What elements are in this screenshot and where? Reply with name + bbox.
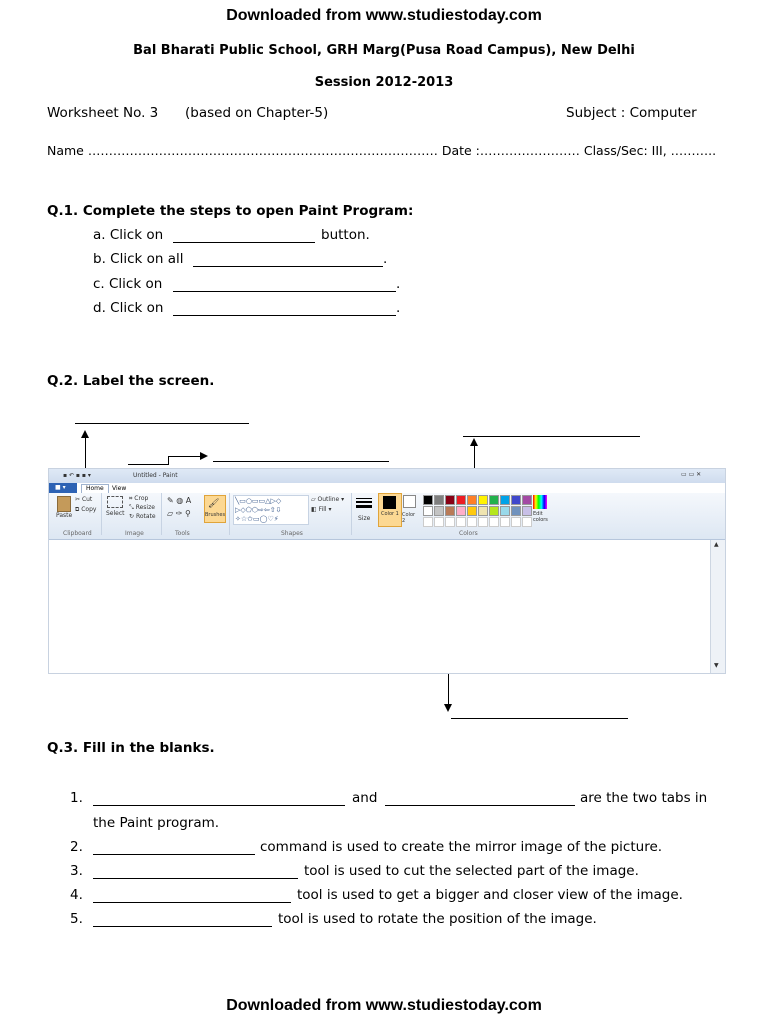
paint-ribbon [49,493,725,540]
school-name: Bal Bharati Public School, GRH Marg(Pusa Road Campus), New Delhi [133,43,635,58]
blank-line[interactable] [93,926,272,927]
palette-swatch[interactable] [478,495,488,505]
blank-line[interactable] [173,291,396,292]
pencil-fill-text-icons[interactable]: ✎ ◍ A [167,496,192,505]
worksheet-number: Worksheet No. 3 [47,105,159,121]
label-blank-canvas[interactable] [451,718,628,719]
label-blank-file-button[interactable] [75,423,249,424]
colors-group-label: Colors [459,530,478,537]
file-menu-icon: ■ ▾ [55,484,66,491]
custom-color-slot[interactable] [500,517,510,527]
palette-swatch[interactable] [489,506,499,516]
shapes-row-1: ╲▭○▭▭△▷◇ [235,497,282,505]
paint-title-bar [49,469,725,483]
image-group-label: Image [125,530,144,537]
clipboard-group-label: Clipboard [63,530,92,537]
q3-item-4-number: 4. [70,887,83,903]
color2-swatch[interactable] [403,495,416,508]
q3-item-5-number: 5. [70,911,83,927]
shapes-row-3: ✧☆✩▭◯♡⚡ [235,515,279,523]
brushes-button[interactable] [204,495,226,523]
q1-item-a-suffix: button. [321,227,370,243]
palette-swatch[interactable] [456,506,466,516]
custom-color-slot[interactable] [467,517,477,527]
q2-heading: Q.2. Label the screen. [47,373,215,389]
q1-item-c-suffix: . [396,276,401,292]
q3-item-3-number: 3. [70,863,83,879]
palette-swatch[interactable] [467,495,477,505]
window-controls[interactable]: ▭ ▭ ✕ [681,471,702,478]
paint-title: Untitled - Paint [133,472,178,479]
shapes-row-2: ▷◇⬠⬡⇨⇦⇧⇩ [235,506,282,514]
custom-color-slot[interactable] [522,517,532,527]
q1-item-d-suffix: . [396,300,401,316]
q3-item-4-text: tool is used to get a bigger and closer view of the image. [297,887,683,903]
chapter-note: (based on Chapter-5) [185,105,329,121]
q1-item-d: d. Click on [93,300,164,316]
paste-icon[interactable] [57,496,71,512]
blank-line[interactable] [93,878,298,879]
palette-swatch[interactable] [445,506,455,516]
copy-label[interactable]: ⧉ Copy [75,506,97,513]
custom-color-slot[interactable] [478,517,488,527]
crop-label[interactable]: ⌗ Crop [129,495,149,502]
palette-swatch[interactable] [434,495,444,505]
palette-swatch[interactable] [511,506,521,516]
edit-colors-label: Edit colors [533,511,548,523]
q3-item-2-text: command is used to create the mirror image of the picture. [260,839,663,855]
select-label: Select [106,510,125,517]
palette-swatch[interactable] [423,495,433,505]
size-label: Size [358,515,371,522]
footer-download-banner: Downloaded from www.studiestoday.com [226,997,542,1014]
color1-label: Color 1 [381,511,399,517]
palette-swatch[interactable] [478,506,488,516]
custom-color-slot[interactable] [434,517,444,527]
q3-item-2-number: 2. [70,839,83,855]
tab-home[interactable]: Home [81,484,109,494]
shapes-group-label: Shapes [281,530,303,537]
color2-label: Color 2 [402,512,416,524]
resize-label[interactable]: ⤡ Resize [129,504,155,511]
outline-label[interactable]: ▱ Outline ▾ [311,496,345,503]
palette-swatch[interactable] [522,506,532,516]
quick-access-icons: ▪ ↶ ▪ ▪ ▾ [63,472,91,479]
size-icon[interactable] [356,496,372,512]
palette-swatch[interactable] [423,506,433,516]
blank-line[interactable] [93,902,291,903]
q3-item-1-text-b: are the two tabs in [580,790,708,806]
palette-swatch[interactable] [489,495,499,505]
q1-item-b: b. Click on all [93,251,184,267]
palette-swatch[interactable] [522,495,532,505]
q1-item-b-suffix: . [383,251,388,267]
label-blank-colors[interactable] [463,436,640,437]
cut-label[interactable]: ✂ Cut [75,496,93,503]
subject: Subject : Computer [566,105,697,121]
name-date-class-line: Name ………………………………………………………………………… Date :…………………… Class/Sec: III, ……….. [47,143,717,158]
palette-swatch[interactable] [445,495,455,505]
blank-line[interactable] [93,805,345,806]
rotate-label[interactable]: ↻ Rotate [129,513,156,520]
q1-item-a: a. Click on [93,227,164,243]
palette-swatch[interactable] [467,506,477,516]
blank-line[interactable] [193,266,383,267]
palette-swatch[interactable] [511,495,521,505]
custom-color-slot[interactable] [489,517,499,527]
shapes-gallery[interactable] [233,495,309,525]
blank-line[interactable] [173,315,396,316]
blank-line[interactable] [385,805,575,806]
scroll-up-icon[interactable]: ▲ [714,541,719,548]
q3-item-3-text: tool is used to cut the selected part of the image. [304,863,639,879]
palette-swatch[interactable] [434,506,444,516]
scroll-down-icon[interactable]: ▼ [714,662,719,669]
color1-button[interactable] [378,493,402,527]
tab-view[interactable]: View [112,485,127,492]
q3-item-5-text: tool is used to rotate the position of the image. [278,911,597,927]
q1-item-c: c. Click on [93,276,163,292]
q1-heading: Q.1. Complete the steps to open Paint Program: [47,203,414,219]
palette-swatch[interactable] [500,495,510,505]
custom-color-slot[interactable] [445,517,455,527]
select-icon[interactable] [107,496,123,508]
vertical-scrollbar[interactable] [710,540,725,673]
q3-item-1-continuation: the Paint program. [93,815,220,831]
eraser-picker-magnifier-icons[interactable]: ▱ ✑ ⚲ [167,509,191,518]
blank-line[interactable] [173,242,315,243]
q3-item-1-number: 1. [70,790,83,806]
palette-swatch[interactable] [456,495,466,505]
download-banner: Downloaded from www.studiestoday.com [226,7,542,24]
paint-file-button[interactable] [49,483,77,493]
paint-canvas[interactable] [49,540,709,673]
custom-color-slot[interactable] [456,517,466,527]
brushes-label: Brushes [205,512,226,518]
palette-swatch[interactable] [500,506,510,516]
blank-line[interactable] [93,854,255,855]
session: Session 2012-2013 [314,75,454,90]
label-blank-tabs[interactable] [213,461,389,462]
brush-icon: 🖌 [208,499,220,509]
tools-group-label: Tools [175,530,190,537]
fill-label[interactable]: ◧ Fill ▾ [311,506,332,513]
custom-color-slot[interactable] [511,517,521,527]
edit-colors-icon[interactable] [533,495,547,509]
paint-window-screenshot [48,468,726,674]
q3-heading: Q.3. Fill in the blanks. [47,740,215,756]
color1-swatch [383,496,396,509]
custom-color-slot[interactable] [423,517,433,527]
paste-label: Paste [56,512,73,519]
q3-item-1-text-a: and [352,790,378,806]
